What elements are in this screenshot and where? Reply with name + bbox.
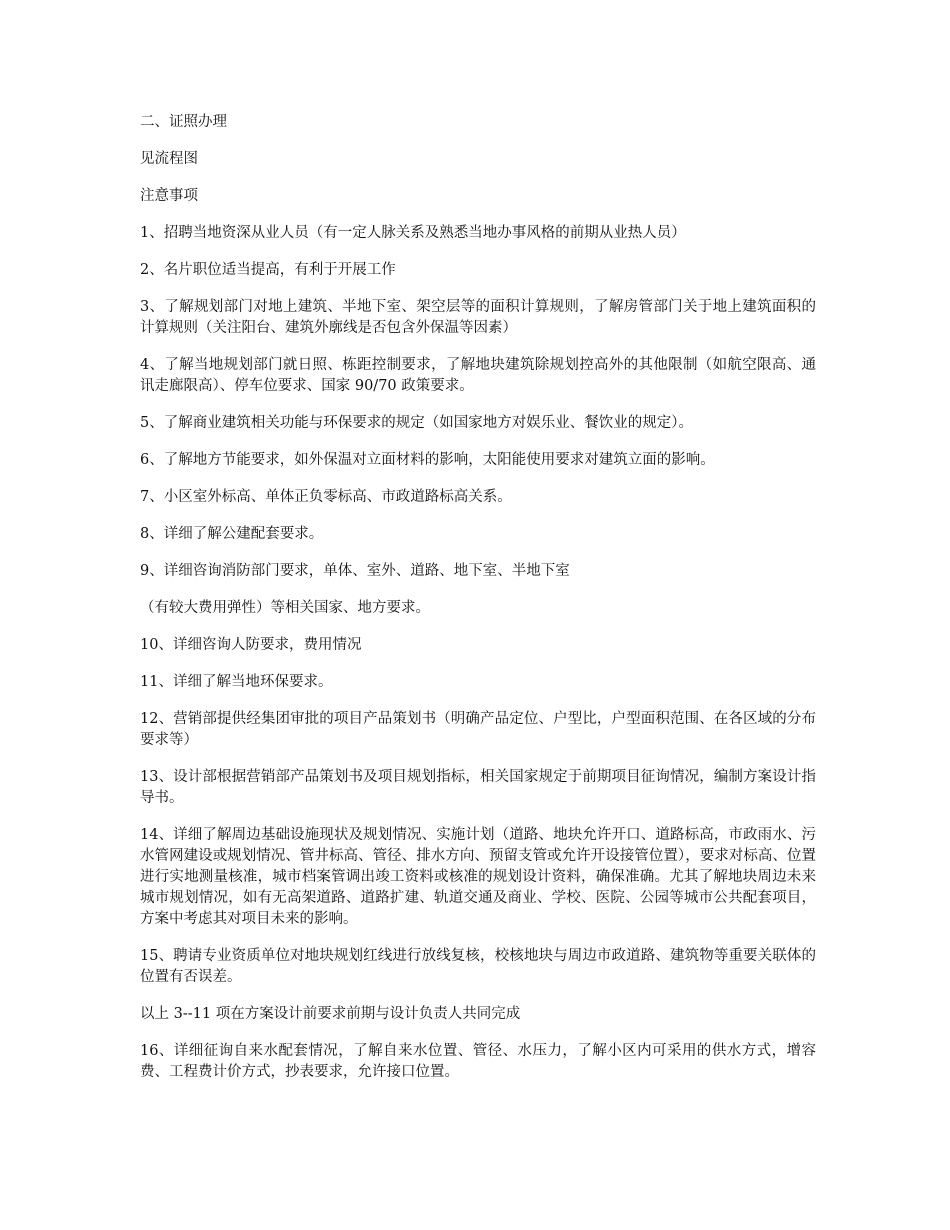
note-item-1: 1、招聘当地资深从业人员（有一定人脉关系及熟悉当地办事风格的前期从业热人员）: [140, 225, 686, 241]
note-item-9-continuation: （有较大费用弹性）等相关国家、地方要求。: [140, 600, 430, 616]
note-item-12: 12、营销部提供经集团审批的项目产品策划书（明确产品定位、户型比，户型面积范围、在各区域的分布要求等）: [140, 711, 816, 748]
note-item-13: 13、设计部根据营销部产品策划书及项目规划指标，相关国家规定于前期项目征询情况，编制方案设计指导书。: [140, 769, 816, 806]
note-item-2: 2、名片职位适当提高，有利于开展工作: [140, 262, 396, 278]
note-item-14: 14、详细了解周边基础设施现状及规划情况、实施计划（道路、地块允许开口、道路标高，市政雨水、污水管网建设或规划情况、管井标高、管径、排水方向、预留支管或允许开设接管位置），要求对标高、位置进行实地测量核准，城市档案管调出竣工资料或核准的规划设计资料，确保准确。尤其了解地块周边未来城市规划情况，如有无高架道路、道路扩建、轨道交通及商业、学校、医院、公园等城市公共配套项目，方案中考虑其对项目未来的影响。: [140, 827, 816, 927]
document-body: [140, 112, 816, 1099]
summary-note: 以上 3--11 项在方案设计前要求前期与设计负责人共同完成: [140, 1006, 521, 1022]
note-item-5: 5、了解商业建筑相关功能与环保要求的规定（如国家地方对娱乐业、餐饮业的规定）。: [140, 415, 693, 431]
note-item-6: 6、了解地方节能要求，如外保温对立面材料的影响，太阳能使用要求对建筑立面的影响。: [140, 452, 715, 468]
note-item-15: 15、聘请专业资质单位对地块规划红线进行放线复核，校核地块与周边市政道路、建筑物等重要关联体的位置有否误差。: [140, 948, 816, 985]
note-item-3: 3、了解规划部门对地上建筑、半地下室、架空层等的面积计算规则，了解房管部门关于地上建筑面积的计算规则（关注阳台、建筑外廓线是否包含外保温等因素）: [140, 299, 816, 336]
note-item-10: 10、详细咨询人防要求，费用情况: [140, 637, 362, 653]
note-item-16: 16、详细征询自来水配套情况，了解自来水位置、管径、水压力，了解小区内可采用的供水方式，增容费、工程费计价方式，抄表要求，允许接口位置。: [140, 1043, 816, 1080]
note-item-4: 4、了解当地规划部门就日照、栋距控制要求，了解地块建筑除规划控高外的其他限制（如航空限高、通讯走廊限高）、停车位要求、国家 90/70 政策要求。: [140, 357, 816, 394]
flowchart-reference: 见流程图: [140, 151, 198, 167]
section-heading: 二、证照办理: [140, 114, 227, 130]
notes-heading: 注意事项: [140, 188, 198, 204]
note-item-8: 8、详细了解公建配套要求。: [140, 526, 324, 542]
note-item-9: 9、详细咨询消防部门要求，单体、室外、道路、地下室、半地下室: [140, 563, 570, 579]
note-item-11: 11、详细了解当地环保要求。: [140, 674, 333, 690]
note-item-7: 7、小区室外标高、单体正负零标高、市政道路标高关系。: [140, 489, 512, 505]
